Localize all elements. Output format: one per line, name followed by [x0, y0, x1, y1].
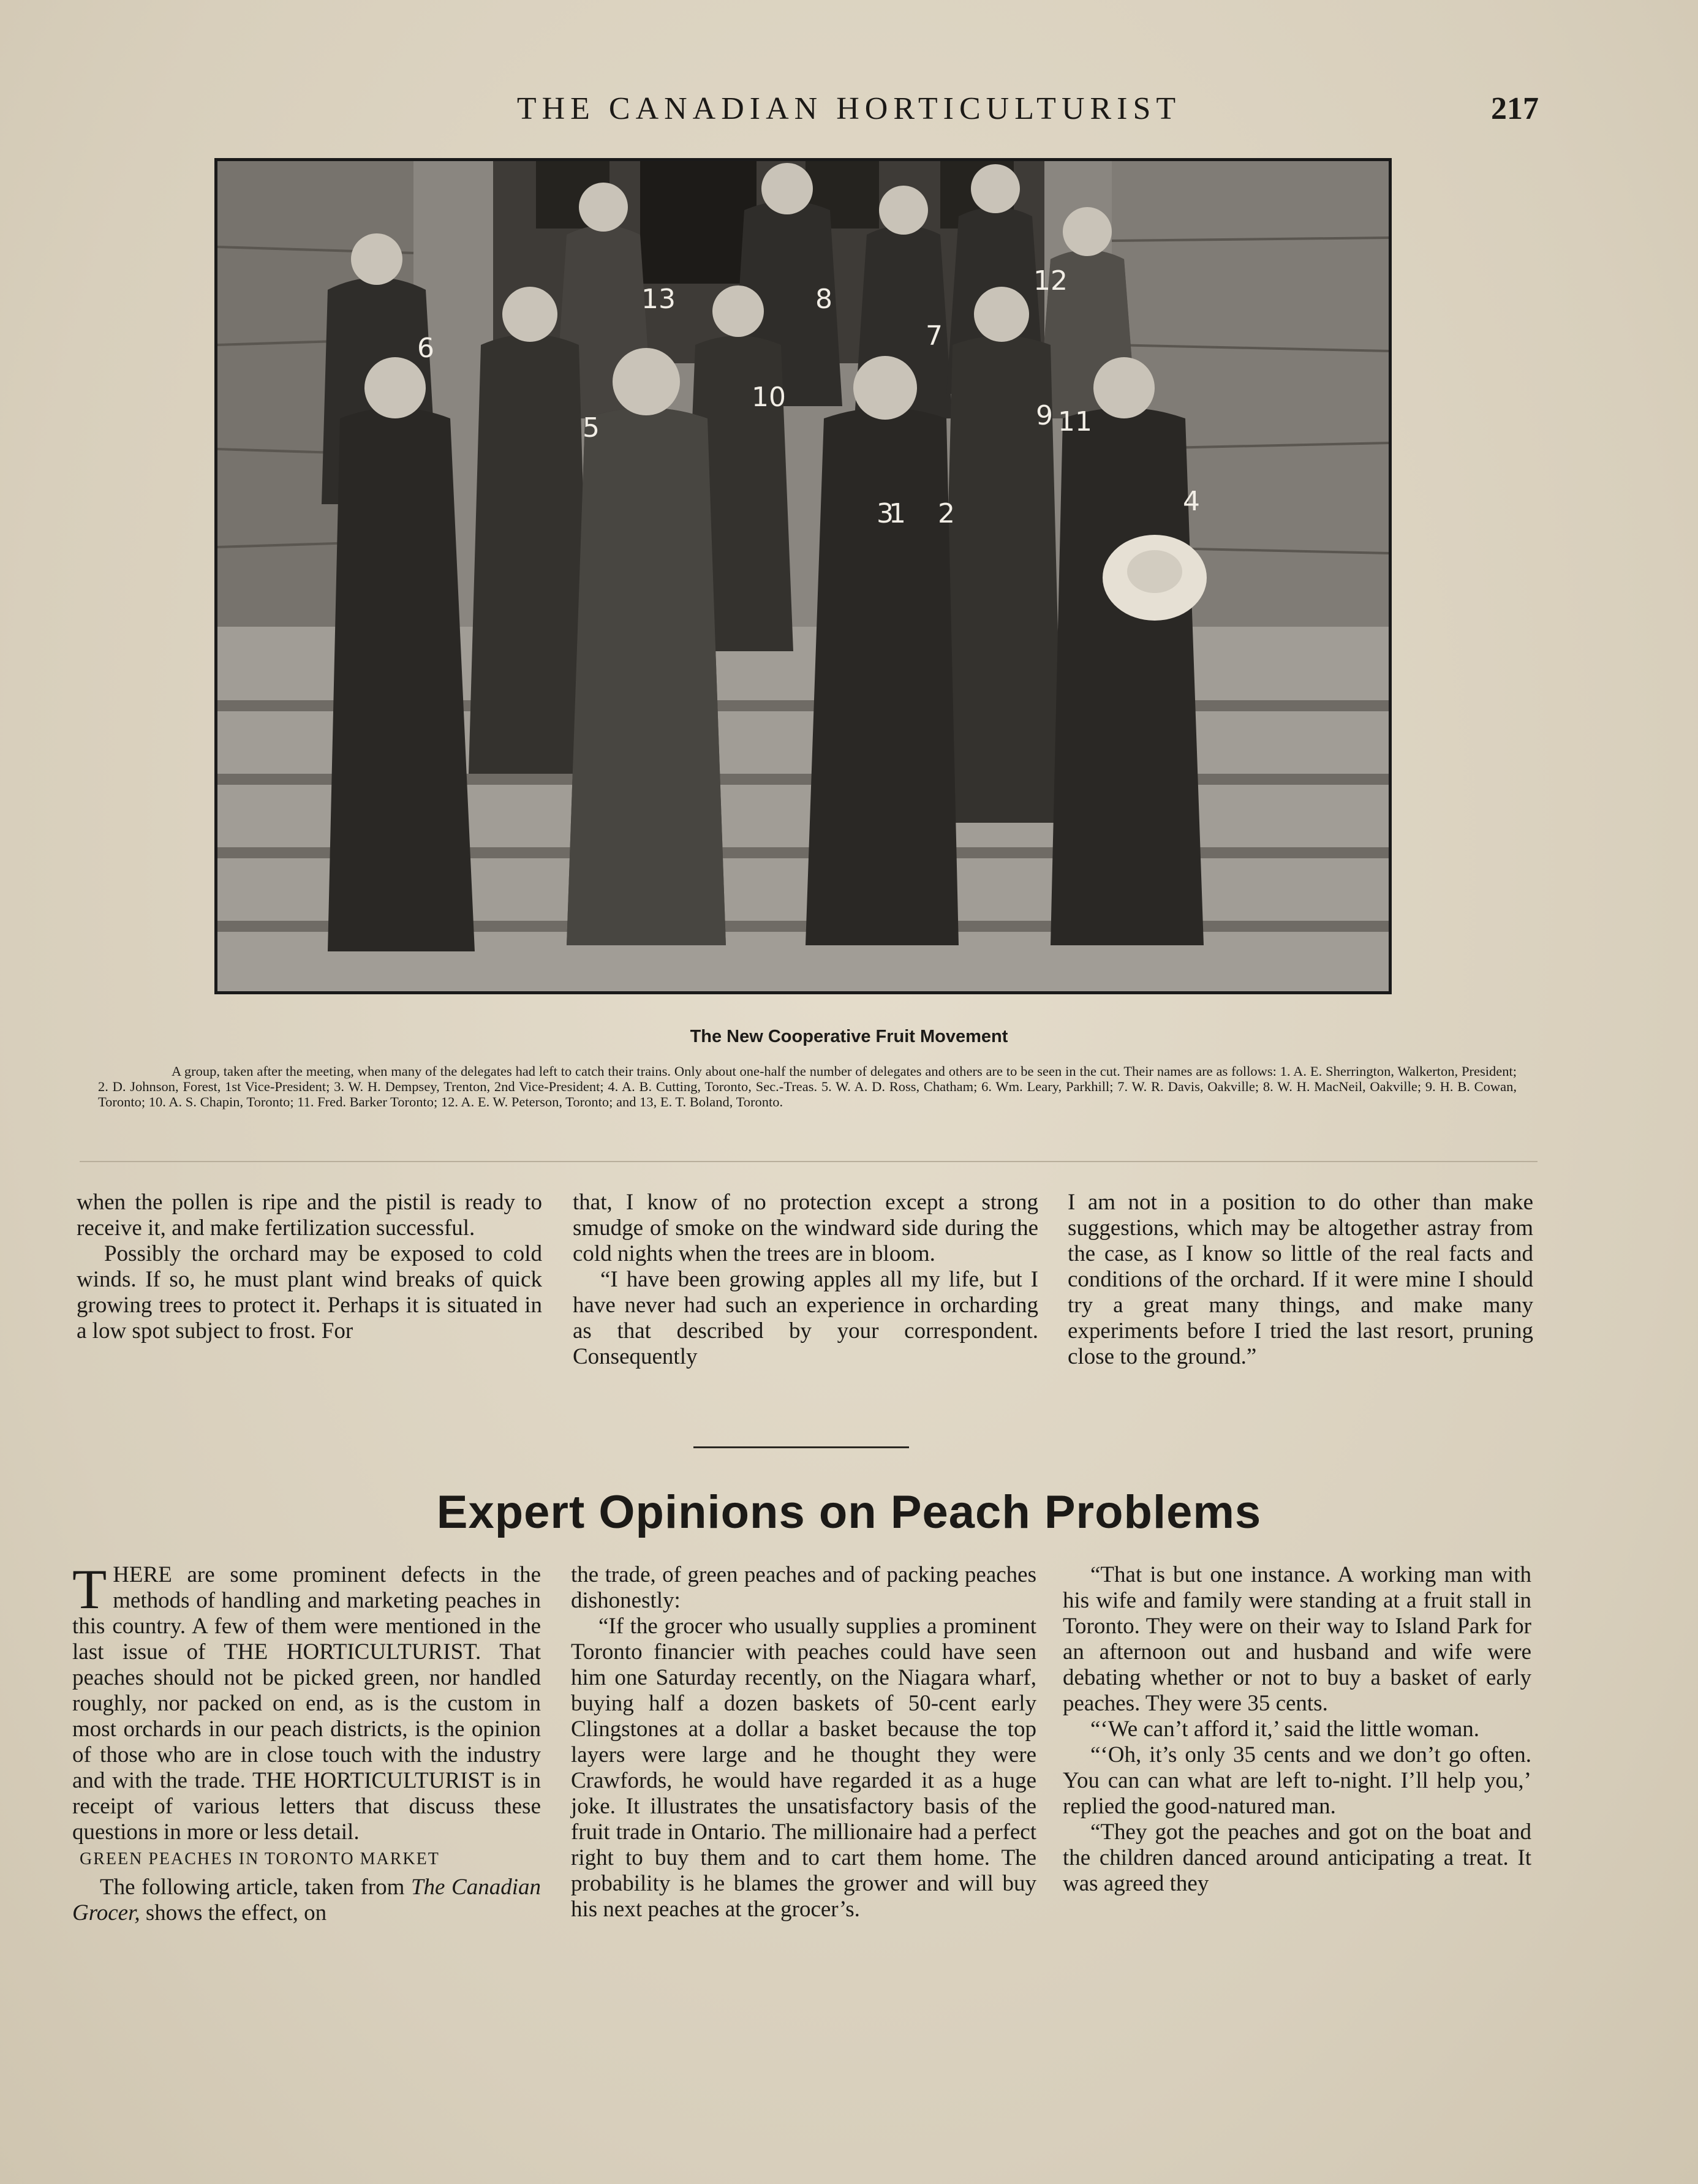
figure-number-mark: 8 — [815, 284, 832, 315]
figure-number-mark: 13 — [641, 284, 676, 315]
figure-number-mark: 6 — [417, 333, 434, 364]
article-column-2 — [571, 1562, 1036, 1922]
paragraph: I am not in a position to do other than make suggestions, which may be altogether astray from the case, as I know so little of the real facts and conditions of the orchard. If it were mine I should try a great many things, and make many experiments before I tried the last resort, pruning close to the ground.” — [1068, 1190, 1533, 1369]
drop-cap: T — [72, 1558, 107, 1620]
paragraph: “They got the peaches and got on the boat and the children danced around anticipating a treat. It was agreed they — [1063, 1819, 1531, 1896]
figure-number-mark: 4 — [1183, 486, 1200, 517]
figure-number-mark: 3 — [877, 498, 894, 529]
section-divider — [80, 1161, 1538, 1162]
paragraph: “I have been growing apples all my life, but I have never had such an experience in orcharding as that described by your correspondent. Consequently — [573, 1267, 1038, 1369]
page-number: 217 — [1491, 91, 1539, 126]
top-article-column-1 — [77, 1190, 542, 1344]
page-header — [0, 91, 1698, 134]
article-separator — [693, 1446, 909, 1448]
journal-title: THE CANADIAN HORTICULTURIST — [516, 91, 1182, 126]
article-column-1 — [72, 1558, 541, 1926]
figure-number-mark: 7 — [926, 320, 943, 352]
article-headline: Expert Opinions on Peach Problems — [436, 1486, 1262, 1538]
paragraph-text: The following article, taken from — [100, 1875, 411, 1900]
paragraph — [72, 1558, 541, 1845]
paragraph: “‘We can’t afford it,’ said the little woman. — [1090, 1717, 1480, 1742]
paragraph: “That is but one instance. A working man with his wife and family were standing at a fruit stall in Toronto. They were on their way to Island Park for an afternoon out and husband and wife were debating whether or not to buy a basket of early peaches. They were 35 cents. — [1063, 1562, 1531, 1716]
top-article-column-2 — [573, 1190, 1038, 1370]
figure-number-mark: 10 — [752, 382, 786, 413]
figure-number-mark: 2 — [938, 498, 955, 529]
photo-caption-title: The New Cooperative Fruit Movement — [690, 1027, 1008, 1046]
figure-number-mark: 12 — [1033, 265, 1068, 297]
figure-number-mark: 1 — [889, 498, 906, 529]
group-photograph — [214, 158, 1392, 994]
article-column-3 — [1063, 1562, 1531, 1897]
paragraph: “‘Oh, it’s only 35 cents and we don’t go often. You can can what are left to-night. I’ll help you,’ replied the good-natured man. — [1063, 1742, 1531, 1819]
figure-number-mark: 9 — [1036, 400, 1053, 431]
photo-illustration — [217, 161, 1389, 991]
paragraph: “If the grocer who usually supplies a prominent Toronto financier with peaches could have seen him one Saturday recently, on the Niagara wharf, buying half a dozen baskets of 50-cent early Clingstones at a dollar a basket because the top layers were large and he thought they were Crawfords, he would have regarded it as a huge joke. It illustrates the unsatisfactory basis of the fruit trade in Ontario. The millionaire had a perfect right to buy them and to cart them home. The probability is he blames the grower and will buy his next peaches at the grocer’s. — [571, 1614, 1036, 1922]
figure-number-mark: 11 — [1058, 406, 1092, 437]
paragraph-text: HERE are some prominent defects in the methods of handling and marketing peaches in this country. A few of them were mentioned in the last issue of THE HORTICULTURIST. That peaches should not be picked green, nor handled roughly, nor packed on end, as is the custom in most orchards in our peach districts, is the opinion of those who are in close touch with the industry and with the trade. THE HORTICULTURIST is in receipt of various letters that discuss these questions in more or less detail. — [72, 1562, 541, 1845]
paragraph: when the pollen is ripe and the pistil is ready to receive it, and make fertilization successful. — [77, 1190, 542, 1241]
paragraph: Possibly the orchard may be exposed to cold winds. If so, he must plant wind breaks of quick growing trees to protect it. Perhaps it is situated in a low spot subject to frost. For — [77, 1241, 542, 1343]
photo-caption-body: A group, taken after the meeting, when many of the delegates had left to catch their trains. Only about one-half the number of delegates and others are to be seen in the cut. Their names are as follows: 1. A. E. Sherrington, Walkerton, President; 2. D. Johnson, Forest, 1st Vice-President; 3. W. H. Dempsey, Trenton, 2nd Vice-President; 4. A. B. Cutting, Toronto, Sec.-Treas. 5. W. A. D. Ross, Chatham; 6. Wm. Leary, Parkhill; 7. W. R. Davis, Oakville; 8. W. H. MacNeil, Oakville; 9. H. B. Cowan, Toronto; 10. A. S. Chapin, Toronto; 11. Fred. Barker Toronto; 12. A. E. W. Peterson, Toronto; and 13, E. T. Boland, Toronto. — [98, 1064, 1517, 1109]
paragraph: that, I know of no protection except a strong smudge of smoke on the windward side during the cold nights when the trees are in bloom. — [573, 1190, 1038, 1266]
figure-number-mark: 5 — [583, 412, 600, 444]
top-article-column-3 — [1068, 1190, 1533, 1370]
paragraph-text: shows the effect, on — [140, 1900, 327, 1925]
paragraph — [72, 1875, 541, 1926]
subheading: GREEN PEACHES IN TORONTO MARKET — [80, 1850, 440, 1868]
publication-title: The Canadian Grocer, — [72, 1875, 541, 1925]
paragraph: the trade, of green peaches and of packing peaches dishonestly: — [571, 1562, 1036, 1613]
